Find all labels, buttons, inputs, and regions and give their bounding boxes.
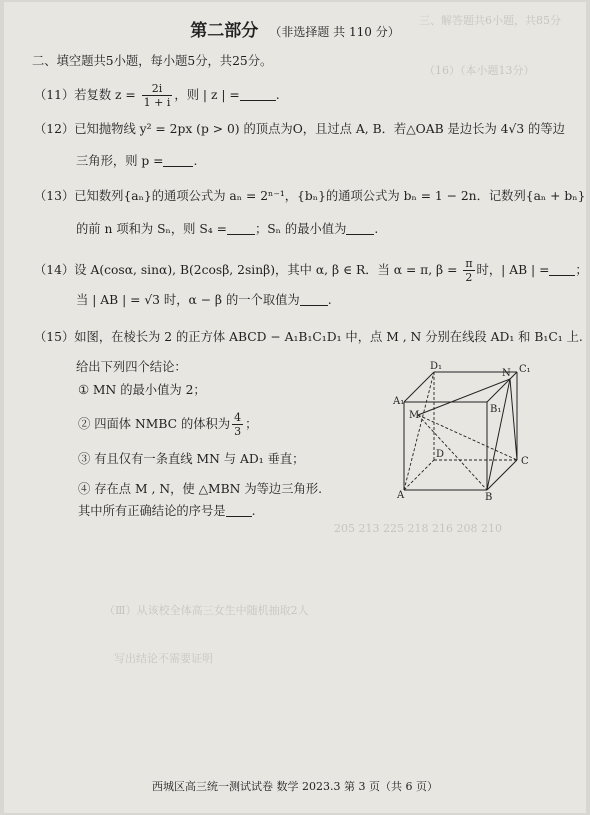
fraction — [232, 411, 243, 438]
vertex-label-d: D — [436, 449, 445, 460]
question-14 — [34, 257, 588, 284]
part-two-heading — [4, 16, 586, 41]
vertex-label-b1: B₁ — [490, 404, 502, 415]
punctuation: . — [275, 88, 280, 102]
question-11 — [34, 82, 280, 109]
question-text: 若复数 z = — [74, 88, 136, 102]
fraction-denominator: 1 + i — [143, 96, 171, 109]
vertex-label-c: C — [521, 456, 529, 467]
question-text: ；Sₙ 的最小值为 — [254, 222, 347, 236]
question-text: 时，| AB | = — [476, 263, 550, 277]
question-13-line2 — [76, 221, 378, 237]
question-text: 已知数列{aₙ}的通项公式为 aₙ = 2ⁿ⁻¹，{bₙ}的通项公式为 bₙ = 1 − 2n．记数列{aₙ + bₙ} — [74, 189, 586, 203]
point-label-m: M — [409, 410, 420, 421]
exam-page — [4, 2, 586, 813]
fraction — [463, 257, 474, 284]
vertex-label-a: A — [397, 490, 405, 501]
question-text: 当 | AB | = √3 时，α − β 的一个取值为 — [76, 293, 300, 307]
bleed-through-text: 写出结论不需要证明 — [114, 652, 213, 665]
bleed-through-text: 三、解答题共6小题，共85分 — [419, 14, 561, 27]
punctuation: ； — [245, 417, 258, 431]
conclusion-4: ④ 存在点 M , N，使 △MBN 为等边三角形. — [78, 482, 323, 496]
question-text: 已知抛物线 y² = 2px (p > 0) 的顶点为O，且过点 A, B．若△OAB 是边长为 4√3 的等边 — [74, 122, 565, 136]
question-text: 其中所有正确结论的序号是 — [78, 504, 226, 518]
answer-blank — [226, 504, 252, 517]
question-number: （12） — [34, 122, 75, 136]
question-12 — [34, 121, 565, 137]
question-text: ② 四面体 NMBC 的体积为 — [78, 417, 231, 431]
fraction-denominator: 2 — [465, 271, 473, 284]
fraction-numerator: 2i — [142, 82, 173, 96]
page-subtitle: （非选择题 共 110 分） — [269, 25, 400, 39]
question-text: 的前 n 项和为 Sₙ，则 S₄ = — [76, 222, 227, 236]
answer-blank — [346, 222, 374, 235]
punctuation: . — [374, 222, 379, 236]
question-13 — [34, 188, 585, 204]
conclusion-3: ③ 有且仅有一条直线 MN 与 AD₁ 垂直； — [78, 452, 305, 466]
page-footer: 西城区高三统一测试试卷 数学 2023.3 第 3 页（共 6 页） — [152, 780, 438, 793]
conclusion-2 — [78, 411, 257, 438]
vertex-label-a1: A₁ — [393, 396, 405, 407]
punctuation: ； — [575, 263, 588, 277]
answer-blank — [549, 263, 575, 276]
vertex-label-b: B — [485, 492, 493, 503]
fraction-numerator: 4 — [234, 411, 242, 424]
question-15-intro: 给出下列四个结论： — [76, 360, 187, 374]
point-label-n: N — [502, 368, 511, 379]
vertex-label-d1: D₁ — [430, 361, 443, 372]
fraction — [142, 82, 173, 109]
section-heading: 二、填空题共5小题，每小题5分，共25分。 — [32, 54, 273, 68]
question-number: （11） — [34, 88, 75, 102]
question-15-answer — [78, 503, 256, 519]
bleed-through-text: （16）（本小题13分） — [424, 64, 535, 77]
question-text: ，则 | z | = — [174, 88, 240, 102]
conclusion-1: ① MN 的最小值为 2； — [78, 383, 206, 397]
answer-blank — [227, 222, 255, 235]
answer-blank — [163, 154, 193, 167]
cube-figure — [392, 360, 542, 502]
bleed-through-text: （Ⅲ）从该校全体高三女生中随机抽取2人 — [104, 604, 309, 617]
question-number: （13） — [34, 189, 75, 203]
punctuation: . — [327, 293, 332, 307]
punctuation: . — [193, 154, 198, 168]
question-number: （15） — [34, 330, 75, 344]
question-12-line2 — [76, 153, 197, 169]
fraction-denominator: 3 — [234, 425, 242, 438]
bleed-through-text: 205 213 225 218 216 208 210 — [334, 522, 502, 535]
question-14-line2 — [76, 292, 332, 308]
page-title: 第二部分 — [190, 21, 259, 41]
question-text: 三角形，则 p = — [76, 154, 164, 168]
answer-blank — [300, 293, 328, 306]
answer-blank — [240, 88, 276, 101]
question-text: 如图，在棱长为 2 的正方体 ABCD − A₁B₁C₁D₁ 中，点 M , N 分别在线段 AD₁ 和 B₁C₁ 上. — [74, 330, 583, 344]
vertex-label-c1: C₁ — [519, 364, 531, 375]
punctuation: . — [251, 504, 256, 518]
question-text: 设 A(cosα, sinα), B(2cosβ, 2sinβ)，其中 α, β ∈ R．当 α = π, β = — [74, 263, 458, 277]
question-15 — [34, 329, 583, 345]
question-number: （14） — [34, 263, 75, 277]
fraction-numerator: π — [465, 257, 473, 270]
